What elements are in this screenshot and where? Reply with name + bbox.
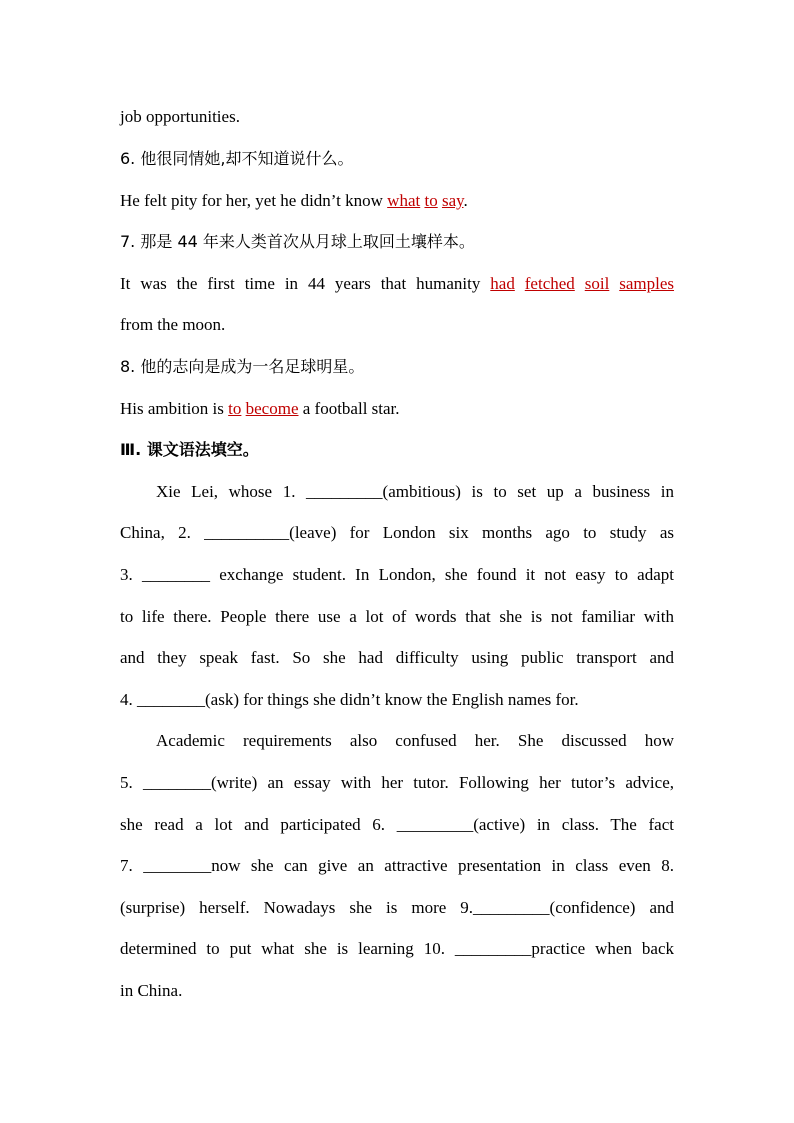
q7-pre: It was the first time in 44 years that humanity [120, 274, 491, 293]
q8-post: a football star. [298, 399, 400, 418]
q6-answer-3: say [441, 191, 464, 210]
passage-line: 7. ________now she can give an attractive presentation in class even 8. [120, 856, 674, 875]
q7-answer-2: fetched [524, 274, 575, 293]
q7-answer-3: soil [584, 274, 610, 293]
passage-line: 3. ________ exchange student. In London, she found it not easy to adapt [120, 565, 674, 584]
q8-chinese: 8. 他的志向是成为一名足球明星。 [120, 357, 365, 376]
section-title: Ⅲ. 课文语法填空。 [120, 440, 259, 459]
passage-line: Academic requirements also confused her. She discussed how [156, 731, 674, 750]
passage-line: China, 2. __________(leave) for London six months ago to study as [120, 523, 674, 542]
passage-line: (surprise) herself. Nowadays she is more 9._________(confidence) and [120, 898, 674, 917]
q7-chinese: 7. 那是 44 年来人类首次从月球上取回土壤样本。 [120, 232, 475, 251]
q6-post: . [463, 191, 468, 210]
q8-pre: His ambition is [120, 399, 229, 418]
passage-line: Xie Lei, whose 1. _________(ambitious) is to set up a business in [156, 482, 674, 501]
q8-answer-1: to [228, 399, 242, 418]
line-job: job opportunities. [120, 107, 240, 126]
q8-answer-2: become [245, 399, 299, 418]
q7-english [120, 273, 674, 295]
q8-english [120, 398, 400, 420]
q6-english [120, 190, 468, 212]
q6-answer-2: to [424, 191, 438, 210]
passage-line: to life there. People there use a lot of words that she is not familiar with [120, 607, 674, 626]
q7-answer-4: samples [619, 274, 675, 293]
passage-line: determined to put what she is learning 10. _________practice when back [120, 939, 674, 958]
passage-line: and they speak fast. So she had difficulty using public transport and [120, 648, 674, 667]
q6-answer-1: what [387, 191, 421, 210]
passage-line: in China. [120, 981, 183, 1000]
q7-answer-1: had [490, 274, 515, 293]
q6-pre: He felt pity for her, yet he didn’t know [120, 191, 388, 210]
q7-english-cont: from the moon. [120, 315, 226, 334]
passage-line: she read a lot and participated 6. _________(active) in class. The fact [120, 815, 674, 834]
passage-line: 5. ________(write) an essay with her tutor. Following her tutor’s advice, [120, 773, 674, 792]
q6-chinese: 6. 他很同情她,却不知道说什么。 [120, 149, 354, 168]
passage-line: 4. ________(ask) for things she didn’t know the English names for. [120, 690, 579, 709]
